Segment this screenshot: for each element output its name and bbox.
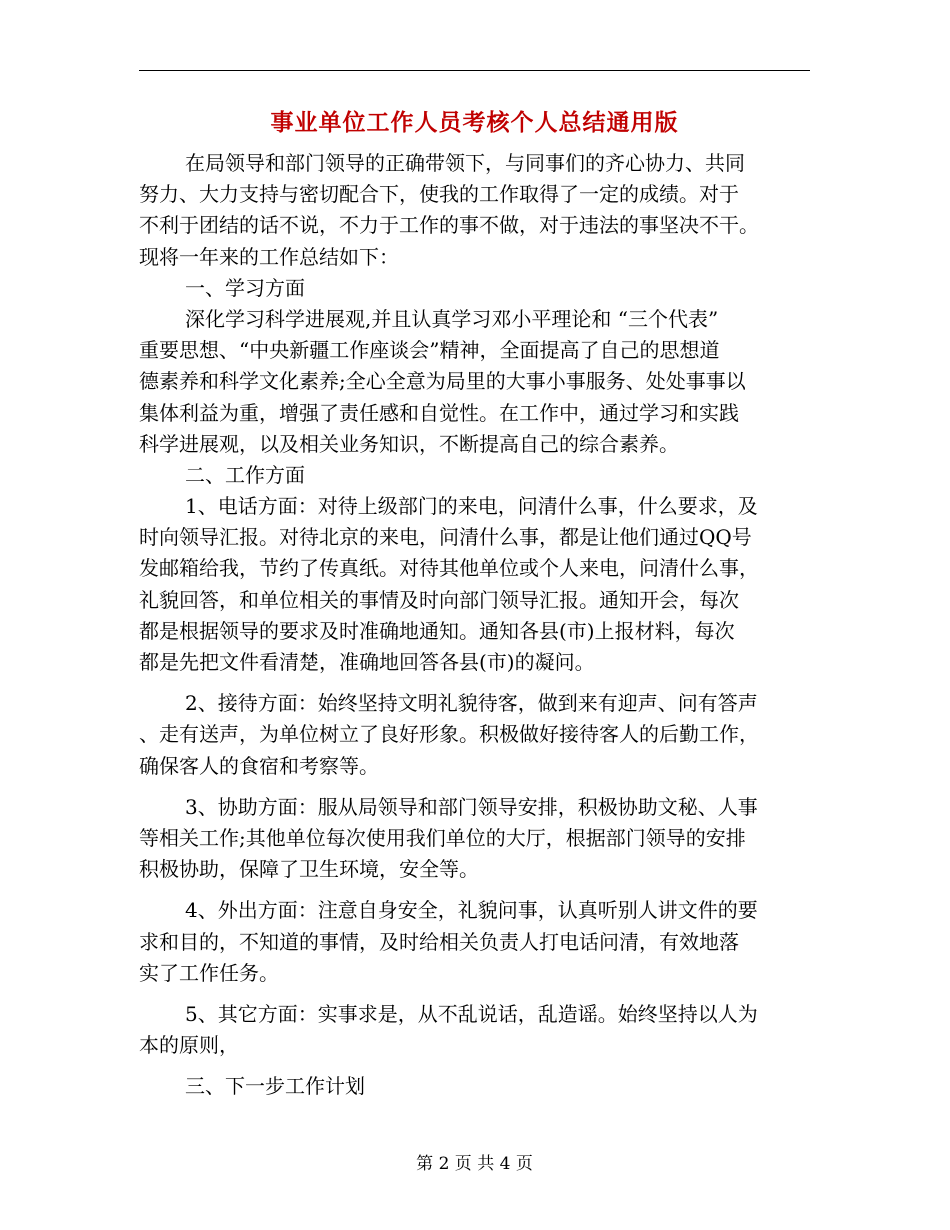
paragraph-line: 努力、大力支持与密切配合下，使我的工作取得了一定的成绩。对于 xyxy=(139,182,739,207)
paragraph-line: 本的原则， xyxy=(139,1033,239,1058)
paragraph-line: 科学进展观，以及相关业务知识，不断提高自己的综合素养。 xyxy=(139,431,679,456)
paragraph-line: 等相关工作;其他单位每次使用我们单位的大厅，根据部门领导的安排 xyxy=(139,825,746,850)
paragraph-line: 发邮箱给我，节约了传真纸。对待其他单位或个人来电，问清什么事， xyxy=(139,556,759,581)
paragraph-line: 集体利益为重，增强了责任感和自觉性。在工作中，通过学习和实践 xyxy=(139,400,739,425)
paragraph-line: 都是根据领导的要求及时准确地通知。通知各县(市)上报材料，每次 xyxy=(139,618,735,643)
paragraph-line: 重要思想、“中央新疆工作座谈会”精神，全面提高了自己的思想道 xyxy=(139,338,720,363)
paragraph-line: 都是先把文件看清楚，准确地回答各县(市)的凝问。 xyxy=(139,650,595,674)
document-body xyxy=(139,148,810,1102)
paragraph-line: 2、接待方面：始终坚持文明礼貌待客，做到来有迎声、问有答声 xyxy=(185,691,758,716)
document-title: 事业单位工作人员考核个人总结通用版 xyxy=(270,109,679,136)
paragraph-line: 1、电话方面：对待上级部门的来电，问清什么事，什么要求，及 xyxy=(185,494,758,519)
paragraph-line: 在局领导和部门领导的正确带领下，与同事们的齐心协力、共同 xyxy=(185,151,745,175)
paragraph-line: 现将一年来的工作总结如下： xyxy=(139,244,399,269)
paragraph-line: 礼貌回答，和单位相关的事情及时向部门领导汇报。通知开会，每次 xyxy=(139,587,739,612)
paragraph-line: 5、其它方面：实事求是，从不乱说话，乱造谣。始终坚持以人为 xyxy=(185,1001,758,1026)
paragraph-line: 求和目的，不知道的事情，及时给相关负责人打电话问清，有效地落 xyxy=(139,929,739,954)
section-heading: 二、工作方面 xyxy=(185,462,305,487)
paragraph-line: 实了工作任务。 xyxy=(139,960,279,985)
paragraph-line: 不利于团结的话不说，不力于工作的事不做，对于违法的事坚决不干。 xyxy=(139,213,759,238)
paragraph-line: 德素养和科学文化素养;全心全意为局里的大事小事服务、处处事事以 xyxy=(139,369,746,394)
section-heading: 一、学习方面 xyxy=(185,275,305,300)
page-number: 第 2 页 共 4 页 xyxy=(416,1154,533,1174)
paragraph-line: 深化学习科学进展观,并且认真学习邓小平理论和 “三个代表” xyxy=(185,306,719,331)
paragraph-line: 时向领导汇报。对待北京的来电，问清什么事，都是让他们通过QQ号 xyxy=(139,525,752,550)
section-heading: 三、下一步工作计划 xyxy=(185,1074,365,1099)
paragraph-line: 积极协助，保障了卫生环境，安全等。 xyxy=(139,857,479,882)
header-rule xyxy=(139,70,810,71)
paragraph-line: 确保客人的食宿和考察等。 xyxy=(139,753,379,778)
paragraph-line: 、走有送声，为单位树立了良好形象。积极做好接待客人的后勤工作， xyxy=(139,722,759,747)
paragraph-line: 4、外出方面：注意自身安全，礼貌问事，认真听别人讲文件的要 xyxy=(185,898,758,923)
paragraph-line: 3、协助方面：服从局领导和部门领导安排，积极协助文秘、人事 xyxy=(185,794,758,819)
